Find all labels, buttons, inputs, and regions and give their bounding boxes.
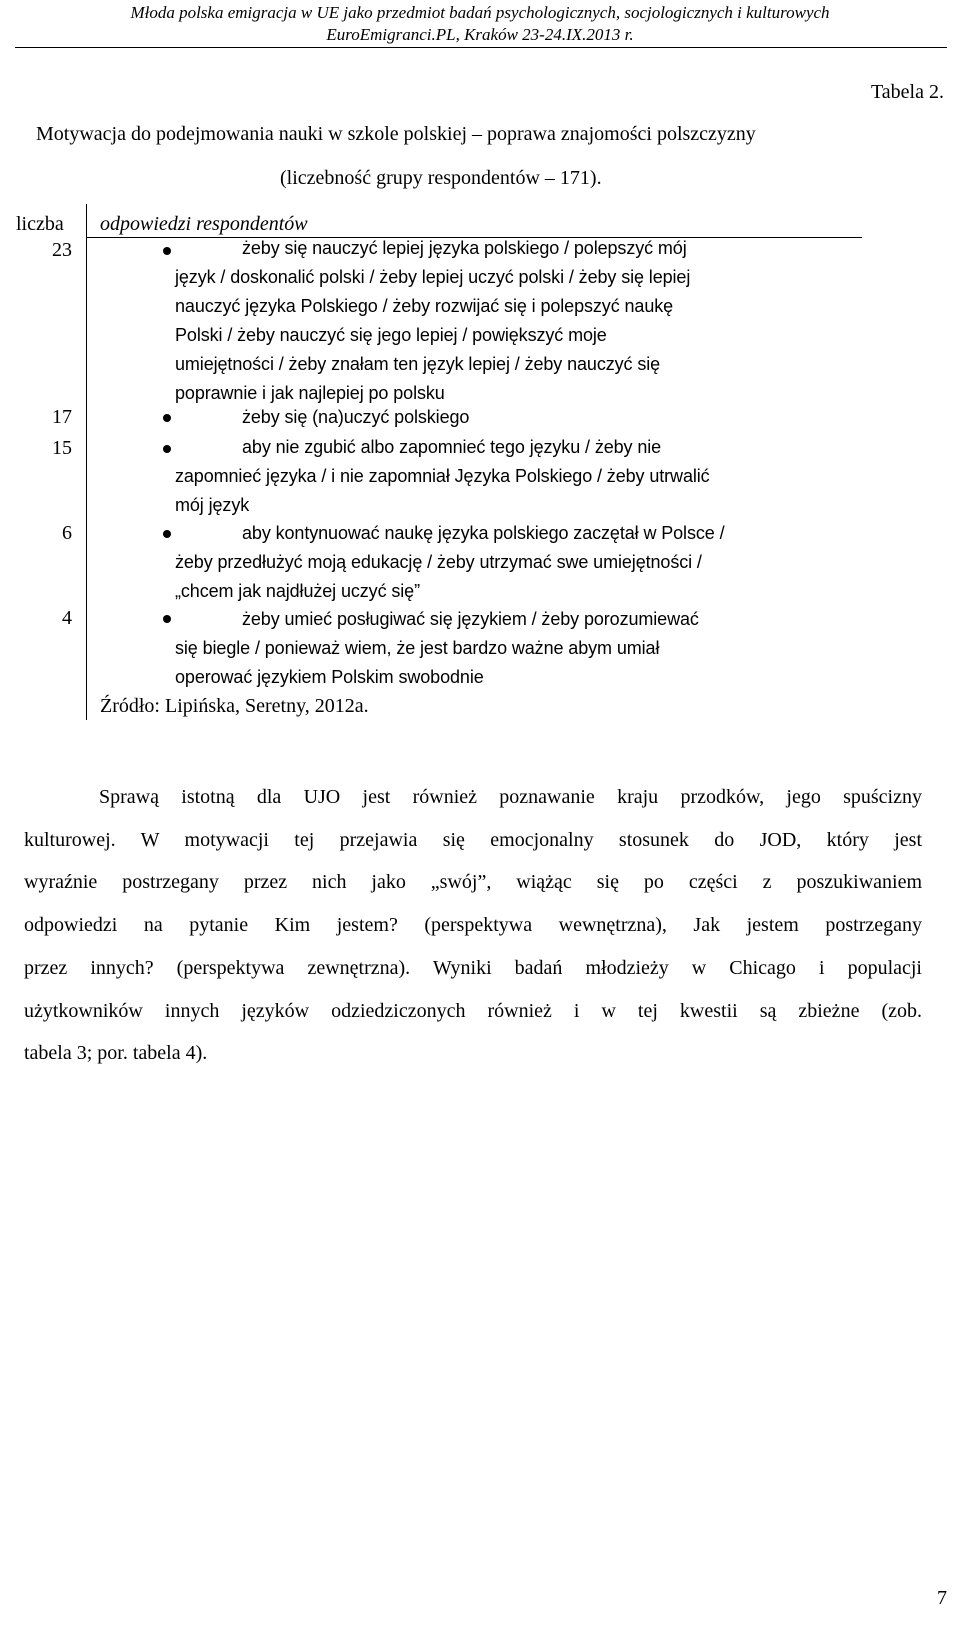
answer-line: żeby przedłużyć moją edukację / żeby utrzymać swe umiejętności /: [175, 552, 702, 572]
table-row-answer: [175, 519, 875, 606]
page-number: 7: [937, 1587, 947, 1609]
answer-line: „chcem jak najdłużej uczyć się”: [175, 581, 420, 601]
paragraph-line: Sprawą istotną dla UJO jest również poznawanie kraju przodków, jego spuścizny: [99, 786, 922, 808]
bullet-icon: [163, 247, 171, 255]
body-paragraph: [24, 776, 922, 1075]
paragraph-line: kulturowej. W motywacji tej przejawia się emocjonalny stosunek do JOD, który jest: [24, 828, 922, 851]
paragraph-line: odpowiedzi na pytanie Kim jestem? (perspektywa wewnętrzna), Jak jestem postrzegany: [24, 914, 922, 937]
paragraph-line: użytkowników innych języków odziedziczonych również i w tej kwestii są zbieżne (zob.: [24, 999, 922, 1022]
table-row-answer: [175, 433, 875, 520]
table-row-answer: [175, 403, 875, 432]
column-header-answers: odpowiedzi respondentów: [100, 213, 308, 235]
answer-line: żeby się nauczyć lepiej języka polskiego / polepszyć mój: [242, 238, 687, 258]
answer-line: umiejętności / żeby znałam ten język lepiej / żeby nauczyć się: [175, 354, 661, 374]
table-source: Źródło: Lipińska, Seretny, 2012a.: [100, 695, 369, 717]
bullet-icon: [163, 615, 171, 623]
answer-line: zapomnieć języka / i nie zapomniał Języka Polskiego / żeby utrwalić: [175, 466, 710, 486]
table-row-answer: [175, 234, 875, 408]
running-header-conference: EuroEmigranci.PL, Kraków 23-24.IX.2013 r.: [326, 25, 634, 44]
table-label: Tabela 2.: [870, 81, 944, 103]
table-row-count: 6: [62, 522, 72, 544]
answer-line: operować językiem Polskim swobodnie: [175, 667, 484, 687]
header-rule: [15, 47, 947, 48]
table-row-count: 4: [62, 607, 72, 629]
answer-line: Polski / żeby nauczyć się jego lepiej / powiększyć moje: [175, 325, 607, 345]
bullet-icon: [163, 445, 171, 453]
running-header: [0, 2, 960, 46]
answer-line: żeby się (na)uczyć polskiego: [242, 407, 470, 427]
answer-line: nauczyć języka Polskiego / żeby rozwijać się i polepszyć naukę: [175, 296, 674, 316]
table-row-count: 23: [52, 239, 72, 261]
answer-line: żeby umieć posługiwać się językiem / żeby porozumiewać: [242, 609, 699, 629]
table-row-answer: [175, 605, 875, 692]
column-header-count: liczba: [16, 213, 64, 235]
table-row-count: 17: [52, 406, 72, 428]
answer-line: poprawnie i jak najlepiej po polsku: [175, 383, 445, 403]
paragraph-line: wyraźnie postrzegany przez nich jako „swój”, wiążąc się po części z poszukiwaniem: [24, 871, 922, 894]
answer-line: się biegle / ponieważ wiem, że jest bardzo ważne abym umiał: [175, 638, 660, 658]
table-title: Motywacja do podejmowania nauki w szkole polskiej – poprawa znajomości polszczyzny: [36, 123, 756, 145]
table-row-count: 15: [52, 437, 72, 459]
bullet-icon: [163, 414, 171, 422]
bullet-icon: [163, 530, 171, 538]
table-subtitle: (liczebność grupy respondentów – 171).: [280, 167, 602, 189]
answer-line: mój język: [175, 495, 250, 515]
answer-line: aby kontynuować naukę języka polskiego zaczętał w Polsce /: [242, 523, 725, 543]
paragraph-line: przez innych? (perspektywa zewnętrzna). Wyniki badań młodzieży w Chicago i populacji: [24, 956, 922, 979]
table-column-divider: [86, 204, 87, 720]
answer-line: język / doskonalić polski / żeby lepiej uczyć polski / żeby się lepiej: [175, 267, 691, 287]
running-header-title: Młoda polska emigracja w UE jako przedmiot badań psychologicznych, socjologicznych i kulturowych: [130, 3, 830, 22]
paragraph-line: tabela 3; por. tabela 4).: [24, 1042, 208, 1065]
answer-line: aby nie zgubić albo zapomnieć tego języku / żeby nie: [242, 437, 662, 457]
